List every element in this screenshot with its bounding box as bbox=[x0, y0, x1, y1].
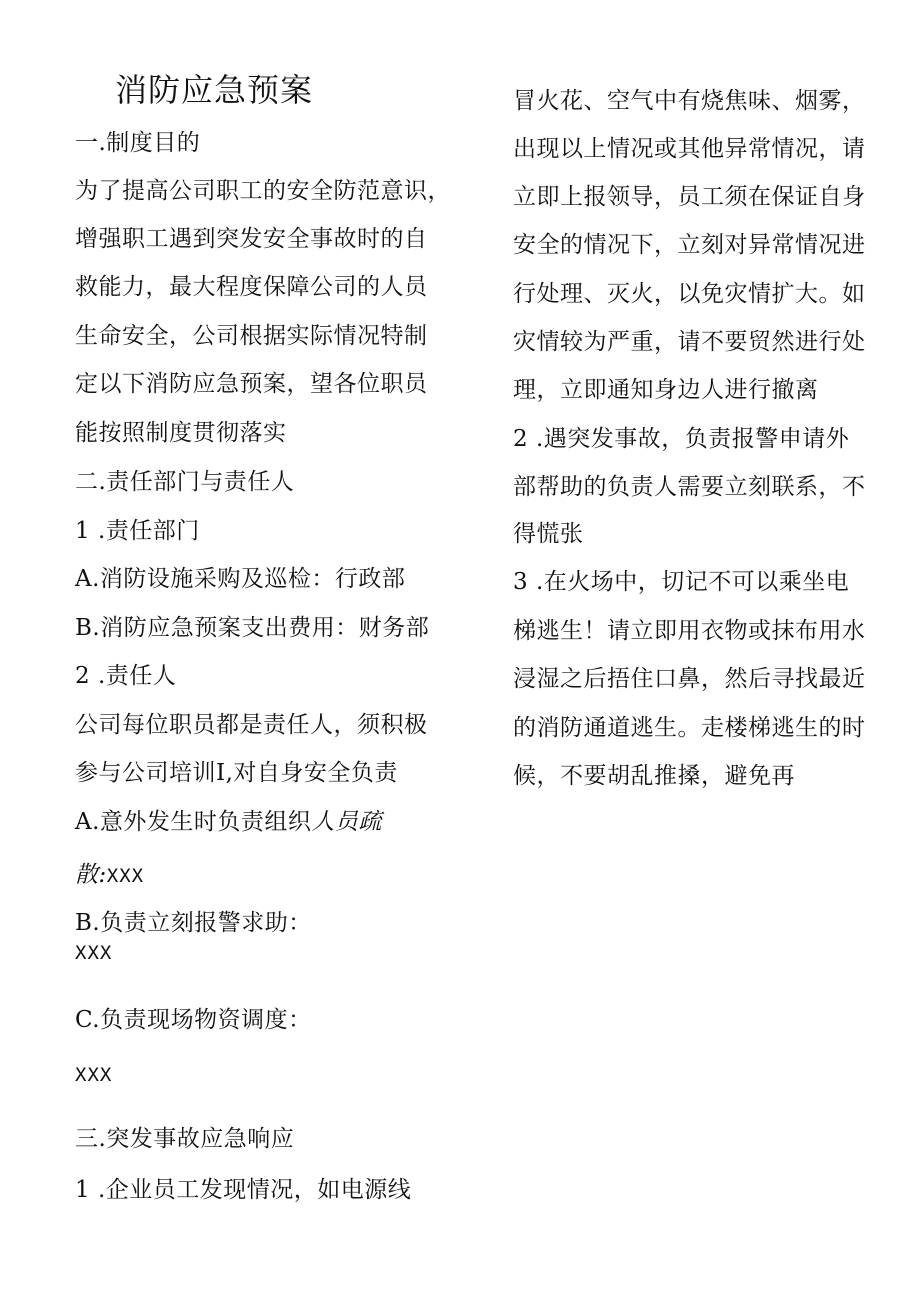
purpose-line: 生命安全，公司根据实际情况特制 bbox=[75, 323, 428, 349]
section-heading-emergency: 三.突发事故应急响应 bbox=[75, 1126, 295, 1152]
duty-item-a bbox=[75, 807, 382, 837]
emergency-line: 1 .企业员工发现情况，如电源线 bbox=[75, 1177, 412, 1203]
subheading-departments: 1 .责任部门 bbox=[75, 518, 200, 544]
duty-item-b: B.负责立刻报警求助： bbox=[75, 910, 312, 936]
document-title: 消防应急预案 bbox=[115, 71, 314, 109]
emergency-para1-line: 出现以上情况或其他异常情况，请 bbox=[513, 136, 866, 162]
department-item-b: B.消防应急预案支出费用：财务部 bbox=[75, 615, 430, 641]
department-item-a: A.消防设施采购及巡检：行政部 bbox=[75, 566, 406, 592]
purpose-line: 救能力，最大程度保障公司的人员 bbox=[75, 274, 428, 300]
emergency-para3-line: 候，不要胡乱推搡，避免再 bbox=[513, 763, 795, 789]
emergency-para1-line: 安全的情况下，立刻对异常情况进 bbox=[513, 232, 866, 258]
emergency-para2-line: 部帮助的负责人需要立刻联系，不 bbox=[513, 474, 866, 500]
section-heading-purpose: 一.制度目的 bbox=[75, 130, 201, 156]
emergency-para3-line: 梯逃生！请立即用衣物或抹布用水 bbox=[513, 618, 866, 644]
emergency-para2-line: 2 .遇突发事故，负责报警申请外 bbox=[513, 426, 850, 452]
duty-item-a-label: A.意外发生时负责组织 bbox=[75, 809, 312, 835]
purpose-line: 能按照制度贯彻落实 bbox=[75, 420, 287, 446]
responsibility-line: 公司每位职员都是责任人，须积极 bbox=[75, 712, 428, 738]
emergency-para3-line: 3 .在火场中，切记不可以乘坐电 bbox=[513, 569, 850, 595]
duty-item-a-continued bbox=[75, 860, 144, 891]
duty-item-c: C.负责现场物资调度： bbox=[75, 1007, 312, 1033]
emergency-para1-line: 理，立即通知身边人进行撤离 bbox=[513, 377, 819, 403]
duty-item-b-value: XXX bbox=[75, 942, 113, 964]
duty-item-c-value: XXX bbox=[75, 1064, 113, 1086]
duty-item-a-value: XXX bbox=[106, 865, 145, 887]
section-heading-responsibility: 二.责任部门与责任人 bbox=[75, 469, 295, 495]
purpose-line: 为了提高公司职工的安全防范意识， bbox=[75, 178, 451, 204]
duty-item-a-italic-cont: 散: bbox=[75, 862, 107, 888]
emergency-para1-line: 行处理、灭火，以免灾情扩大。如 bbox=[513, 281, 866, 307]
emergency-para1-line: 冒火花、空气中有烧焦味、烟雾， bbox=[513, 88, 866, 114]
subheading-persons: 2 .责任人 bbox=[75, 663, 177, 689]
responsibility-line: 参与公司培训I,对自身安全负责 bbox=[75, 760, 398, 786]
emergency-para1-line: 灾情较为严重，请不要贸然进行处 bbox=[513, 329, 866, 355]
emergency-para3-line: 的消防通道逃生。走楼梯逃生的时 bbox=[513, 715, 866, 741]
purpose-line: 定以下消防应急预案，望各位职员 bbox=[75, 371, 428, 397]
purpose-line: 增强职工遇到突发安全事故时的自 bbox=[75, 226, 428, 252]
emergency-para1-line: 立即上报领导，员工须在保证自身 bbox=[513, 184, 866, 210]
duty-item-a-italic: 人员疏 bbox=[311, 809, 382, 835]
emergency-para3-line: 浸湿之后捂住口鼻，然后寻找最近 bbox=[513, 666, 866, 692]
emergency-para2-line: 得慌张 bbox=[513, 521, 584, 547]
